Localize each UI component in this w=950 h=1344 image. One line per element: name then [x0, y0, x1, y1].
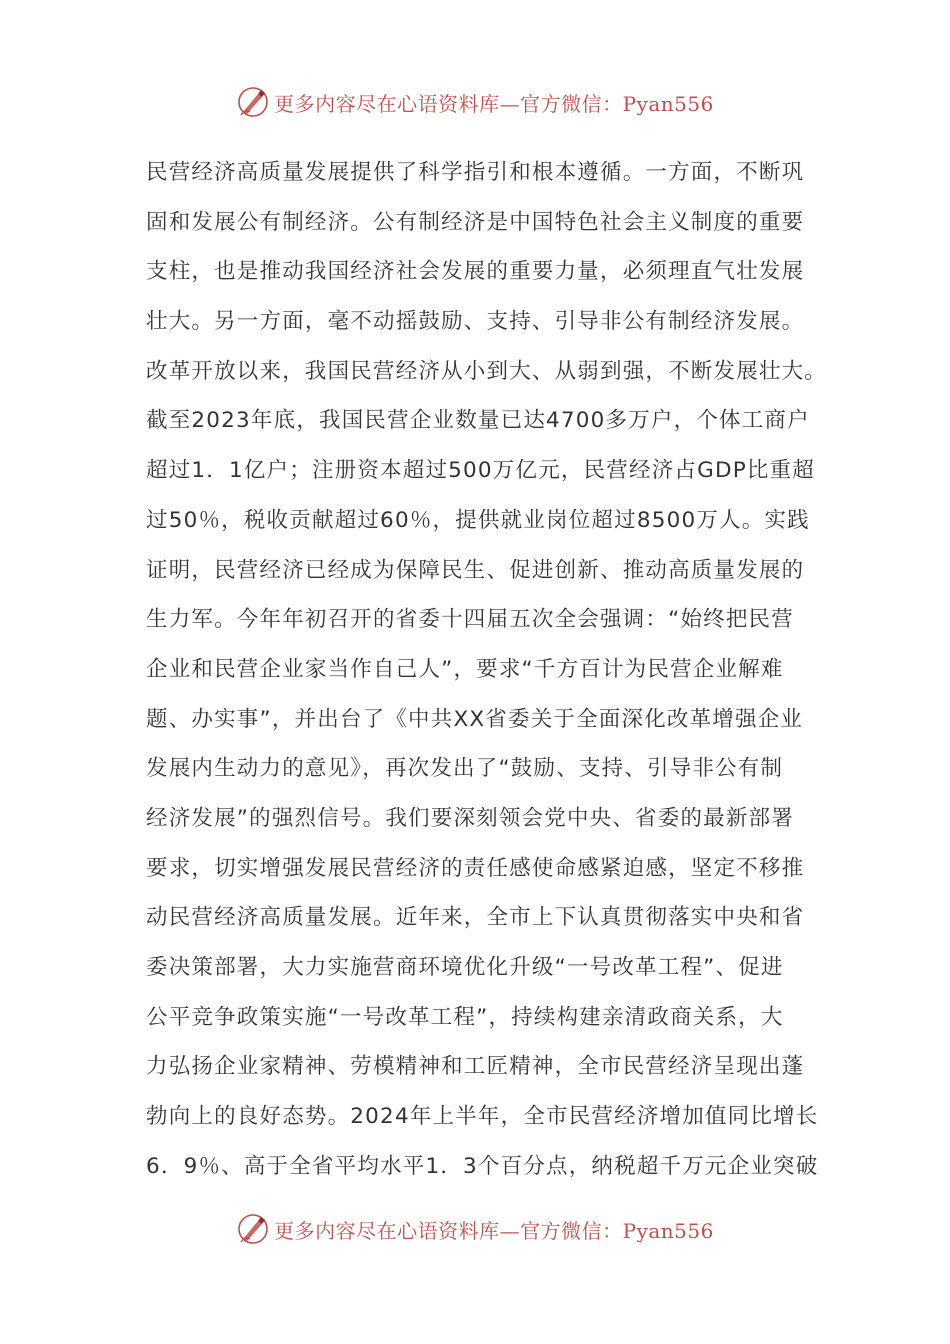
body-line: 壮大。另一方面，毫不动摇鼓励、支持、引导非公有制经济发展。 — [146, 309, 805, 335]
body-line: 改革开放以来，我国民营经济从小到大、从弱到强，不断发展壮大。 — [146, 358, 828, 384]
body-line: 支柱，也是推动我国经济社会发展的重要力量，必须理直气壮发展 — [146, 259, 805, 285]
body-line: 截至2023年底，我国民营企业数量已达4700多万户，个体工商户 — [146, 408, 810, 434]
body-line: 企业和民营企业家当作自己人”，要求“千方百计为民营企业解难 — [146, 656, 784, 682]
body-line: 民营经济高质量发展提供了科学指引和根本遵循。一方面，不断巩 — [146, 160, 805, 185]
footer-banner — [0, 1209, 950, 1249]
footer-banner-text: 更多内容尽在心语资料库—官方微信：Pyan556 — [274, 1218, 714, 1243]
header-banner-text: 更多内容尽在心语资料库—官方微信：Pyan556 — [274, 91, 714, 116]
body-text — [146, 148, 826, 1191]
body-line: 过50％，税收贡献超过60％，提供就业岗位超过8500万人。实践 — [146, 507, 810, 533]
body-line: 6．9％、高于全省平均水平1．3个百分点，纳税超千万元企业突破 — [146, 1153, 819, 1179]
body-line: 固和发展公有制经济。公有制经济是中国特色社会主义制度的重要 — [146, 209, 805, 235]
body-line: 要求，切实增强发展民营经济的责任感使命感紧迫感，坚定不移推 — [146, 855, 805, 881]
body-line: 证明，民营经济已经成为保障民生、促进创新、推动高质量发展的 — [146, 557, 805, 583]
body-line: 题、办实事”，并出台了《中共XX省委关于全面深化改革增强企业 — [146, 706, 804, 732]
body-line: 力弘扬企业家精神、劳模精神和工匠精神，全市民营经济呈现出蓬 — [146, 1054, 805, 1080]
header-banner — [0, 82, 950, 122]
pen-logo-icon — [236, 1212, 270, 1246]
body-line: 发展内生动力的意见》，再次发出了“鼓励、支持、引导非公有制 — [146, 756, 784, 782]
pen-logo-icon — [236, 85, 270, 119]
body-line: 委决策部署，大力实施营商环境优化升级“一号改革工程”、促进 — [146, 955, 784, 980]
body-line: 生力军。今年年初召开的省委十四届五次全会强调：“始终把民营 — [146, 607, 794, 633]
body-line: 勃向上的良好态势。2024年上半年，全市民营经济增加值同比增长 — [146, 1104, 819, 1130]
body-line: 动民营经济高质量发展。近年来，全市上下认真贯彻落实中央和省 — [146, 905, 805, 931]
body-line: 经济发展”的强烈信号。我们要深刻领会党中央、省委的最新部署 — [146, 805, 794, 831]
body-line: 超过1．1亿户；注册资本超过500万亿元，民营经济占GDP比重超 — [146, 458, 815, 484]
body-line: 公平竞争政策实施“一号改革工程”，持续构建亲清政商关系，大 — [146, 1004, 784, 1030]
